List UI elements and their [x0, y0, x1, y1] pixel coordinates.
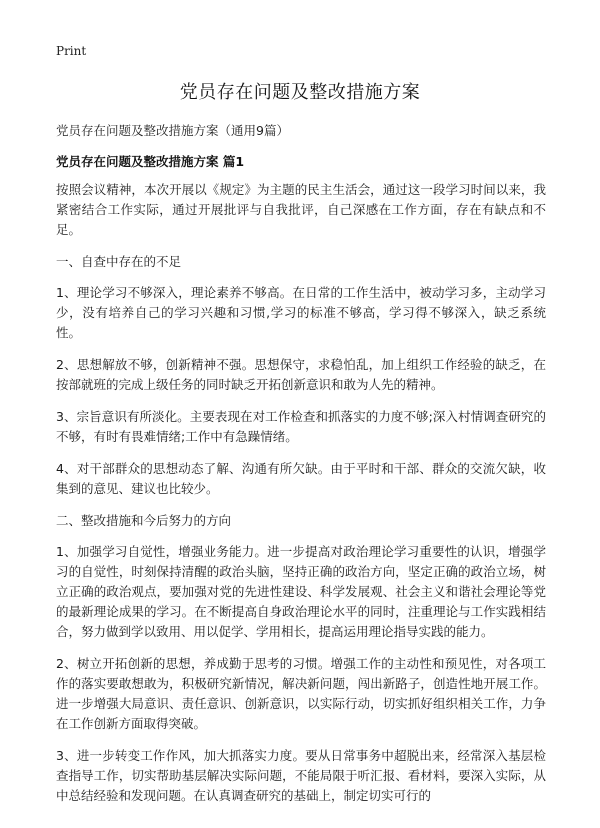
page-title: 党员存在问题及整改措施方案	[179, 82, 421, 103]
paragraph-item: 2、思想解放不够，创新精神不强。思想保守，求稳怕乱，加上组织工作经验的缺乏，在按部就班的完成上级任务的同时缺乏开拓创新意识和敢为人先的精神。	[56, 357, 546, 392]
paragraph-intro: 按照会议精神，本次开展以《规定》为主题的民主生活会，通过这一段学习时间以来，我紧密结合工作实际，通过开展批评与自我批评，自己深感在工作方面，存在有缺点和不足。	[56, 182, 546, 237]
section-heading: 党员存在问题及整改措施方案 篇1	[56, 154, 245, 169]
document-body	[56, 180, 546, 818]
paragraph-item: 1、理论学习不够深入，理论素养不够高。在日常的工作生活中，被动学习多，主动学习少，没有培养自己的学习兴趣和习惯,学习的标准不够高，学习得不够深入，缺乏系统性。	[56, 285, 546, 340]
document-subtitle: 党员存在问题及整改措施方案（通用9篇）	[56, 123, 289, 138]
paragraph-item: 3、进一步转变工作作风，加大抓落实力度。要从日常事务中超脱出来，经常深入基层检查指导工作，切实帮助基层解决实际问题，不能局限于听汇报、看材料，要深入实际，从中总结经验和发现问题。在认真调查研究的基础上，制定切实可行的	[56, 748, 546, 803]
paragraph-heading-shortcomings: 一、自查中存在的不足	[56, 254, 182, 269]
paragraph-item: 1、加强学习自觉性，增强业务能力。进一步提高对政治理论学习重要性的认识，增强学习的自觉性，时刻保持清醒的政治头脑，坚持正确的政治方向，坚定正确的政治立场，树立正确的政治观点，要加强对党的先进性建设、科学发展观、社会主义和谐社会理论等党的最新理论成果的学习。在不断提高自身政治理论水平的同时，注重理论与工作实践相结合，努力做到学以致用、用以促学、学用相长，提高运用理论指导实践的能力。	[56, 544, 546, 639]
paragraph-item: 2、树立开拓创新的思想，养成勤于思考的习惯。增强工作的主动性和预见性，对各项工作的落实要敢想敢为，积极研究新情况，解决新问题，闯出新路子，创造性地开展工作。进一步增强大局意识、责任意识、创新意识，以实际行动，切实抓好组织相关工作，力争在工作创新方面取得突破。	[56, 656, 546, 731]
paragraph-item: 4、对干部群众的思想动态了解、沟通有所欠缺。由于平时和干部、群众的交流欠缺，收集到的意见、建议也比较少。	[56, 461, 546, 496]
paragraph-item: 3、宗旨意识有所淡化。主要表现在对工作检查和抓落实的力度不够;深入村情调查研究的不够，有时有畏难情绪;工作中有急躁情绪。	[56, 409, 546, 444]
paragraph-heading-measures: 二、整改措施和今后努力的方向	[56, 513, 232, 528]
print-link[interactable]: Print	[56, 44, 87, 58]
